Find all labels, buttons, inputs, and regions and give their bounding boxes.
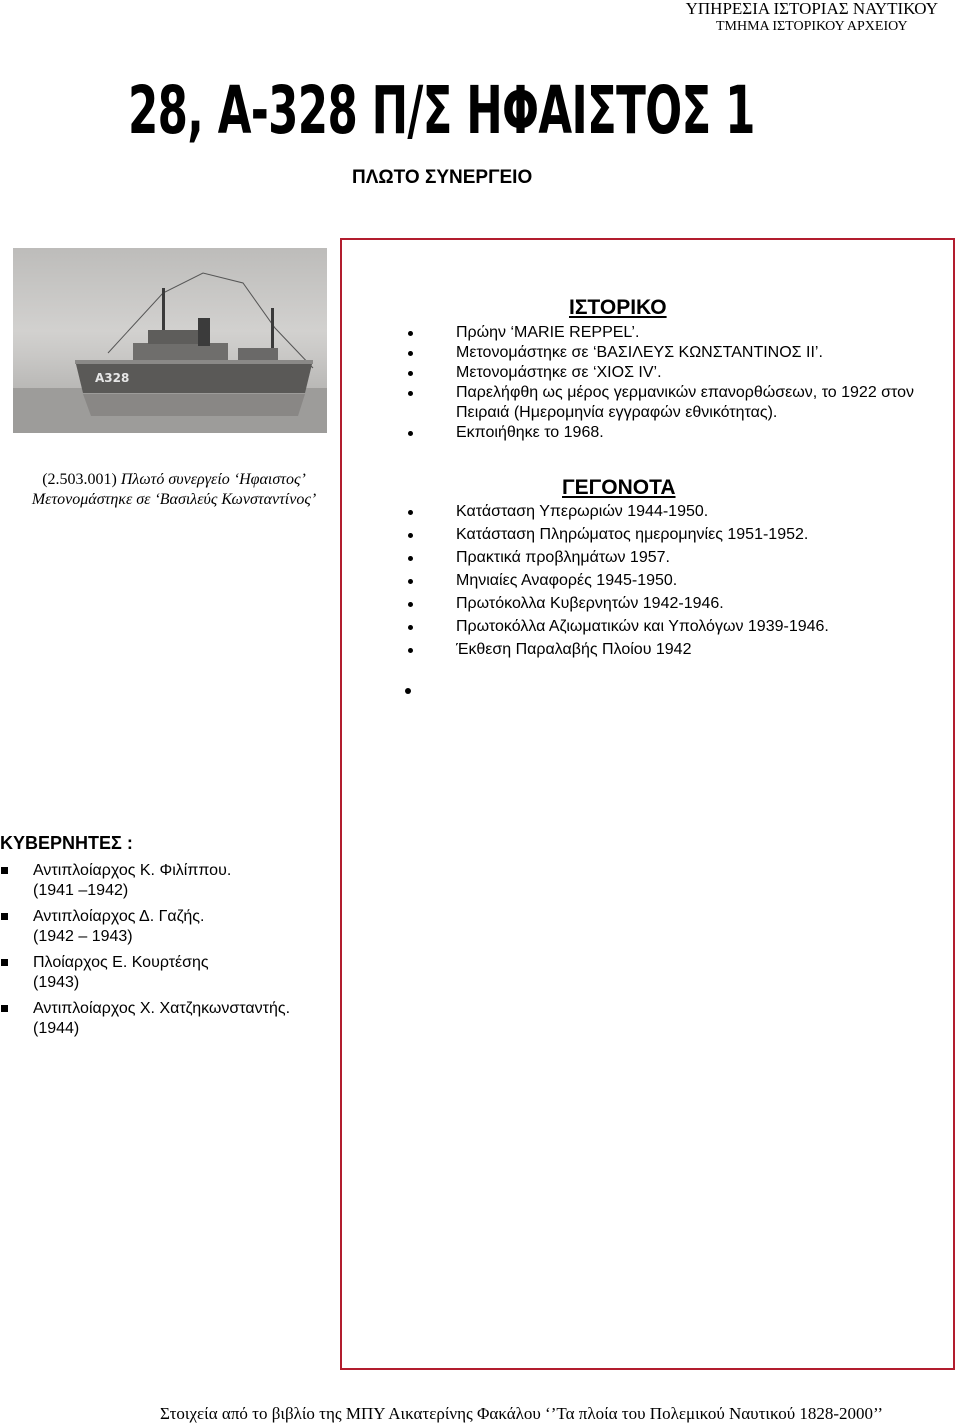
bullet-icon	[408, 579, 413, 584]
events-list	[456, 502, 946, 663]
aft-house	[238, 348, 278, 362]
caption-text-1: Πλωτό συνεργείο ‘Ηφαιστος’	[120, 471, 306, 488]
hull-marking: A328	[95, 371, 130, 385]
commander-item: Αντιπλοίαρχος Δ. Γαζής. (1942 – 1943)	[0, 907, 290, 947]
org-department: ΤΜΗΜΑ ΙΣΤΟΡΙΚΟΥ ΑΡΧΕΙΟΥ	[715, 19, 908, 34]
history-item: Εκποιήθηκε το 1968.	[456, 423, 946, 443]
bullet-icon	[408, 510, 413, 515]
event-item: Κατάσταση Υπερωριών 1944-1950.	[456, 502, 946, 522]
event-item: Πρωτόκολλα Κυβερνητών 1942-1946.	[456, 594, 946, 614]
reflection	[83, 394, 305, 416]
caption-line-2: Μετονομάστηκε σε ‘Βασιλεύς Κωνσταντίνος’	[31, 491, 317, 508]
photo-caption	[13, 470, 335, 510]
square-bullet-icon	[1, 913, 8, 920]
organization-header	[686, 0, 938, 36]
events-title: ΓΕΓΟΝΟΤΑ	[562, 476, 676, 499]
square-bullet-icon	[1, 1005, 8, 1012]
event-item: Κατάσταση Πληρώματος ημερομηνίες 1951-1952.	[456, 525, 946, 545]
event-item: Μηνιαίες Αναφορές 1945-1950.	[456, 571, 946, 591]
caption-code: (2.503.001)	[42, 471, 117, 488]
bullet-icon	[408, 391, 413, 396]
history-title: ΙΣΤΟΡΙΚΟ	[569, 296, 667, 319]
bullet-icon	[408, 648, 413, 653]
bullet-icon	[408, 625, 413, 630]
bullet-icon	[408, 351, 413, 356]
source-footer: Στοιχεία από το βιβλίο της ΜΠΥ Αικατερίνης Φακάλου ‘’Τα πλοία του Πολεμικού Ναυτικού 1828-2000’’	[160, 1404, 884, 1423]
history-item: Παρελήφθη ως μέρος γερμανικών επανορθώσεων, το 1922 στον Πειραιά (Ημερομηνία εγγραφών εθνικότητας).	[456, 383, 946, 423]
bullet-icon	[408, 556, 413, 561]
history-item: Πρώην ‘MARIE REPPEL’.	[456, 323, 946, 343]
page-title: 28, Α-328 Π/Σ ΗΦΑΙΣΤΟΣ 1	[128, 72, 755, 149]
org-name: ΥΠΗΡΕΣΙΑ ΙΣΤΟΡΙΑΣ ΝΑΥΤΙΚΟΥ	[685, 0, 938, 18]
square-bullet-icon	[1, 959, 8, 966]
caption-line-1	[13, 470, 335, 490]
history-list	[456, 323, 946, 443]
bullet-icon	[408, 331, 413, 336]
page-subtitle: ΠΛΩΤΟ ΣΥΝΕΡΓΕΙΟ	[352, 167, 533, 188]
funnel	[198, 318, 210, 346]
empty-bullet-icon	[405, 688, 411, 694]
commander-item: Αντιπλοίαρχος Χ. Χατζηκωνσταντής. (1944)	[0, 999, 290, 1039]
bullet-icon	[408, 602, 413, 607]
ship-illustration	[13, 248, 327, 433]
commander-item: Πλοίαρχος Ε. Κουρτέσης (1943)	[0, 953, 290, 993]
commander-item: Αντιπλοίαρχος Κ. Φιλίππου. (1941 –1942)	[0, 861, 290, 901]
commanders-title: ΚΥΒΕΡΝΗΤΕΣ :	[0, 833, 133, 853]
history-item: Μετονομάστηκε σε ‘ΧΙΟΣ IV’.	[456, 363, 946, 383]
bridge	[148, 330, 198, 344]
bullet-icon	[408, 371, 413, 376]
history-item: Μετονομάστηκε σε ‘ΒΑΣΙΛΕΥΣ ΚΩΝΣΤΑΝΤΙΝΟΣ ΙΙ’.	[456, 343, 946, 363]
event-item: Έκθεση Παραλαβής Πλοίου 1942	[456, 640, 946, 660]
event-item: Πρωτοκόλλα Αζιωματικών και Υπολόγων 1939-1946.	[456, 617, 946, 637]
bullet-icon	[408, 431, 413, 436]
deck-line	[75, 360, 313, 364]
commanders-list	[0, 861, 290, 1045]
event-item: Πρακτικά προβλημάτων 1957.	[456, 548, 946, 568]
ship-photo	[13, 248, 327, 433]
bullet-icon	[408, 533, 413, 538]
square-bullet-icon	[1, 867, 8, 874]
